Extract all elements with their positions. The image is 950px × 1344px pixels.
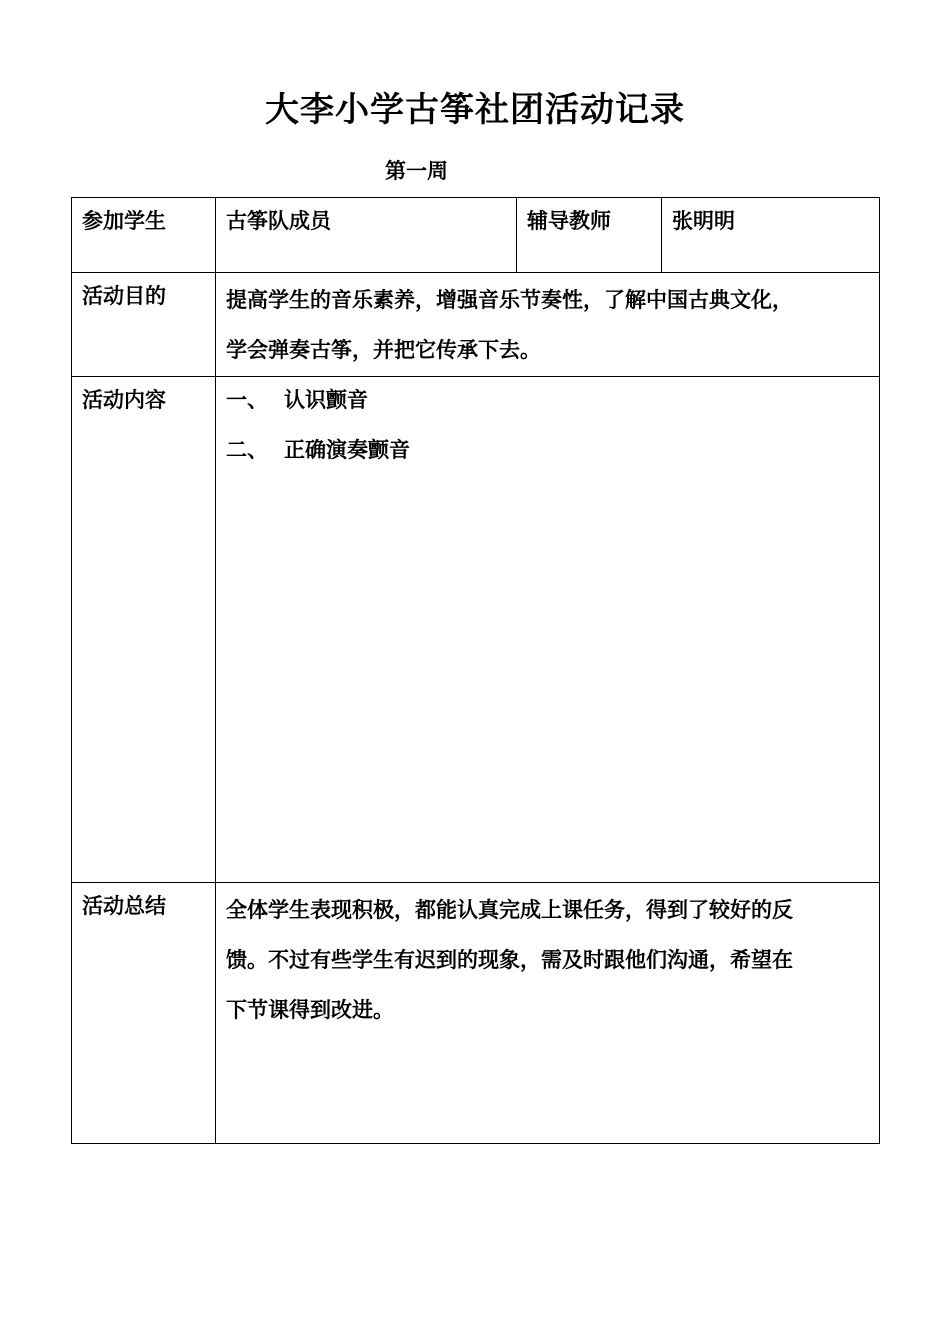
purpose-label: 活动目的: [72, 273, 216, 377]
students-label: 参加学生: [72, 198, 216, 273]
list-item: [226, 435, 869, 465]
activity-record-table: [71, 197, 880, 1144]
item-number: 二、: [226, 438, 268, 462]
purpose-line: 学会弹奏古筝，并把它传承下去。: [226, 338, 541, 362]
list-item: [226, 385, 869, 415]
summary-line: 下节课得到改进。: [226, 998, 394, 1022]
week-label: 第一周: [385, 159, 448, 183]
students-value: 古筝队成员: [216, 198, 517, 273]
summary-line: 全体学生表现积极，都能认真完成上课任务，得到了较好的反: [226, 898, 793, 922]
item-text: 认识颤音: [284, 388, 368, 412]
summary-line: 馈。不过有些学生有迟到的现象，需及时跟他们沟通，希望在: [226, 948, 793, 972]
summary-row: [72, 883, 880, 1144]
content-list: [216, 377, 880, 883]
purpose-row: [72, 273, 880, 377]
summary-label: 活动总结: [72, 883, 216, 1144]
purpose-text: [216, 273, 880, 377]
purpose-line: 提高学生的音乐素养，增强音乐节奏性，了解中国古典文化，: [226, 288, 793, 312]
teacher-value: 张明明: [662, 198, 880, 273]
teacher-label: 辅导教师: [517, 198, 662, 273]
item-number: 一、: [226, 388, 268, 412]
summary-text: [216, 883, 880, 1144]
content-row: [72, 377, 880, 883]
item-text: 正确演奏颤音: [284, 438, 410, 462]
participants-row: [72, 198, 880, 273]
document-title: 大李小学古筝社团活动记录: [265, 90, 685, 130]
content-label: 活动内容: [72, 377, 216, 883]
